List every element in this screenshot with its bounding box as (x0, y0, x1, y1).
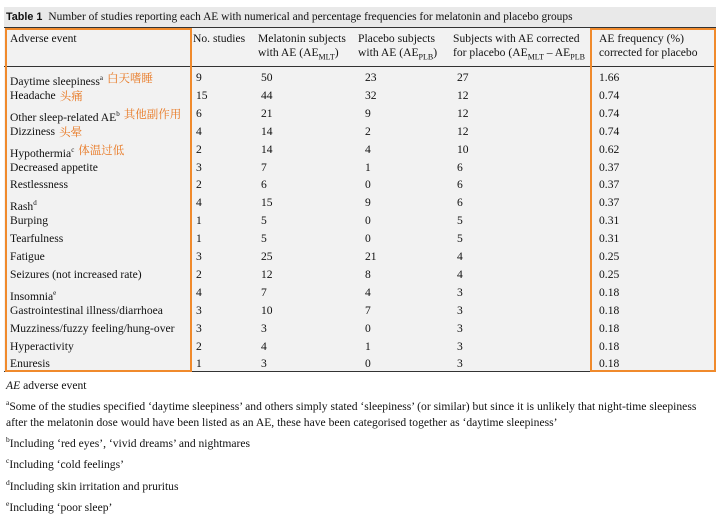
cell-melatonin: 12 (261, 267, 273, 281)
annotation-chinese: 白天嗜睡 (106, 71, 153, 85)
cell-placebo: 0 (365, 214, 371, 228)
cell-placebo: 1 (365, 339, 371, 353)
cell-frequency: 0.37 (599, 196, 620, 210)
cell-melatonin: 14 (261, 124, 273, 138)
cell-frequency: 0.37 (599, 160, 620, 174)
cell-studies: 4 (196, 285, 202, 299)
cell-corrected: 10 (457, 142, 469, 156)
header-frequency: AE frequency (%) corrected for placebo (599, 32, 698, 59)
cell-studies: 1 (196, 357, 202, 371)
cell-adverse-event: Dizziness (10, 124, 56, 138)
cell-melatonin: 4 (261, 339, 267, 353)
cell-placebo: 8 (365, 267, 371, 281)
cell-melatonin: 5 (261, 232, 267, 246)
cell-melatonin: 7 (261, 285, 267, 299)
header-no-studies: No. studies (193, 32, 246, 45)
cell-melatonin: 6 (261, 178, 267, 192)
cell-placebo: 0 (365, 357, 371, 371)
cell-corrected: 4 (457, 267, 463, 281)
cell-frequency: 0.18 (599, 303, 620, 317)
cell-corrected: 6 (457, 160, 463, 174)
cell-studies: 9 (196, 71, 202, 84)
cell-corrected: 3 (457, 339, 463, 353)
cell-corrected: 5 (457, 214, 463, 228)
cell-frequency: 0.74 (599, 124, 620, 138)
cell-adverse-event: Hypothermia$^c$ (10, 145, 75, 160)
table-footnotes (6, 378, 714, 517)
cell-placebo: 4 (365, 285, 371, 299)
cell-melatonin: 15 (261, 196, 273, 210)
cell-placebo: 7 (365, 303, 371, 317)
annotation-chinese: 体温过低 (78, 142, 125, 157)
cell-adverse-event: Daytime sleepiness$^a$ (10, 74, 103, 88)
cell-adverse-event: Burping (10, 214, 49, 228)
cell-frequency: 0.18 (599, 339, 620, 353)
header-adverse-event: Adverse event (10, 32, 77, 45)
cell-adverse-event: Restlessness (10, 178, 68, 192)
cell-melatonin: 5 (261, 214, 267, 228)
cell-melatonin: 44 (261, 88, 273, 102)
cell-adverse-event: Other sleep-related $AE^b$ (10, 109, 120, 124)
cell-placebo: 4 (365, 142, 371, 156)
cell-frequency: 0.18 (599, 357, 620, 371)
cell-placebo: 32 (365, 88, 377, 102)
cell-placebo: 2 (365, 124, 371, 138)
cell-melatonin: 25 (261, 250, 273, 263)
header-rule (4, 66, 716, 67)
cell-adverse-event: Headache (10, 88, 56, 102)
header-melatonin: Melatonin subjects with AE $(AE_{MLT})$ (258, 32, 346, 62)
cell-placebo: 9 (365, 196, 371, 210)
cell-placebo: 1 (365, 160, 371, 174)
cell-studies: 3 (196, 303, 202, 317)
cell-placebo: 0 (365, 321, 371, 335)
cell-frequency: 0.18 (599, 285, 620, 299)
footnote-abbrev: AE adverse event (6, 379, 87, 392)
cell-adverse-event: Insomnia$^e$ (10, 288, 57, 303)
cell-studies: 3 (196, 321, 202, 335)
cell-corrected: 3 (457, 321, 463, 335)
cell-frequency: 0.25 (599, 267, 620, 281)
annotation-chinese: 头痛 (59, 88, 83, 103)
cell-melatonin: 7 (261, 160, 267, 174)
table-caption (4, 7, 716, 27)
cell-adverse-event: Seizures (not increased rate) (10, 267, 142, 281)
cell-frequency: 0.18 (599, 321, 620, 335)
cell-corrected: 3 (457, 285, 463, 299)
cell-studies: 2 (196, 339, 202, 353)
annotation-chinese: 头晕 (59, 124, 83, 139)
cell-placebo: 9 (365, 106, 371, 120)
cell-studies: 1 (196, 214, 202, 228)
cell-frequency: 0.31 (599, 232, 620, 246)
cell-corrected: 6 (457, 178, 463, 192)
cell-frequency: 0.25 (599, 250, 620, 263)
cell-corrected: 12 (457, 124, 469, 138)
header-corrected: Subjects with AE corrected for placebo ($AE_{MLT} - AE_{PLB}$ (453, 32, 585, 62)
footnote-b: $^b$Including ‘red eyes’, ‘vivid dreams’ and nightmares (6, 435, 251, 451)
cell-corrected: 27 (457, 71, 469, 84)
cell-frequency: 0.74 (599, 106, 620, 120)
footnote-e: $^e$Including ‘poor sleep’ (6, 498, 113, 514)
cell-corrected: 5 (457, 232, 463, 246)
cell-adverse-event: Gastrointestinal illness/diarrhoea (10, 303, 163, 317)
cell-studies: 2 (196, 178, 202, 192)
cell-corrected: 3 (457, 303, 463, 317)
cell-studies: 1 (196, 232, 202, 246)
cell-melatonin: 3 (261, 357, 267, 371)
cell-adverse-event: Enuresis (10, 357, 50, 371)
cell-studies: 3 (196, 160, 202, 174)
footnote-d: $^d$Including skin irritation and pruritus (6, 477, 179, 493)
cell-frequency: 0.62 (599, 142, 620, 156)
cell-melatonin: 3 (261, 321, 267, 335)
cell-adverse-event: Hyperactivity (10, 339, 74, 353)
cell-melatonin: 10 (261, 303, 273, 317)
table-top-rule (4, 27, 716, 28)
cell-corrected: 12 (457, 88, 469, 102)
cell-placebo: 21 (365, 250, 377, 263)
cell-studies: 2 (196, 142, 202, 156)
cell-melatonin: 14 (261, 142, 273, 156)
cell-placebo: 23 (365, 71, 377, 84)
header-placebo: Placebo subjects with AE $(AE_{PLB})$ (358, 32, 438, 62)
cell-studies: 3 (196, 250, 202, 263)
cell-adverse-event: Fatigue (10, 250, 45, 263)
cell-studies: 2 (196, 267, 202, 281)
cell-corrected: 3 (457, 357, 463, 371)
cell-placebo: 0 (365, 178, 371, 192)
cell-melatonin: 21 (261, 106, 273, 120)
cell-studies: 15 (196, 88, 208, 102)
cell-frequency: 1.66 (599, 71, 620, 84)
cell-adverse-event: Rash$^d$ (10, 199, 37, 214)
annotation-chinese: 其他副作用 (123, 106, 182, 121)
cell-studies: 4 (196, 196, 202, 210)
cell-adverse-event: Decreased appetite (10, 160, 98, 174)
cell-studies: 6 (196, 106, 202, 120)
cell-frequency: 0.74 (599, 88, 620, 102)
cell-studies: 4 (196, 124, 202, 138)
cell-frequency: 0.37 (599, 178, 620, 192)
cell-adverse-event: Muzziness/fuzzy feeling/hung-over (10, 321, 175, 335)
table-title: Number of studies reporting each AE with numerical and percentage frequencies for melatonin and placebo groups (48, 11, 573, 23)
table-label: Table 1 (6, 11, 43, 23)
footnote-a: $^a$Some of the studies specified ‘daytime sleepiness’ and others simply stated ‘sleepiness’ (or similar) but since it is unlikely that night-time sleepiness after the melatonin dose would have been listed as an AE, these have been categorised together as ‘daytime sleepiness’ (6, 398, 697, 429)
footnote-c: $^c$Including ‘cold feelings’ (6, 456, 124, 472)
cell-corrected: 6 (457, 196, 463, 210)
cell-corrected: 4 (457, 250, 463, 263)
cell-placebo: 0 (365, 232, 371, 246)
cell-adverse-event: Tearfulness (10, 232, 64, 246)
cell-frequency: 0.31 (599, 214, 620, 228)
cell-melatonin: 50 (261, 71, 273, 84)
cell-corrected: 12 (457, 106, 469, 120)
